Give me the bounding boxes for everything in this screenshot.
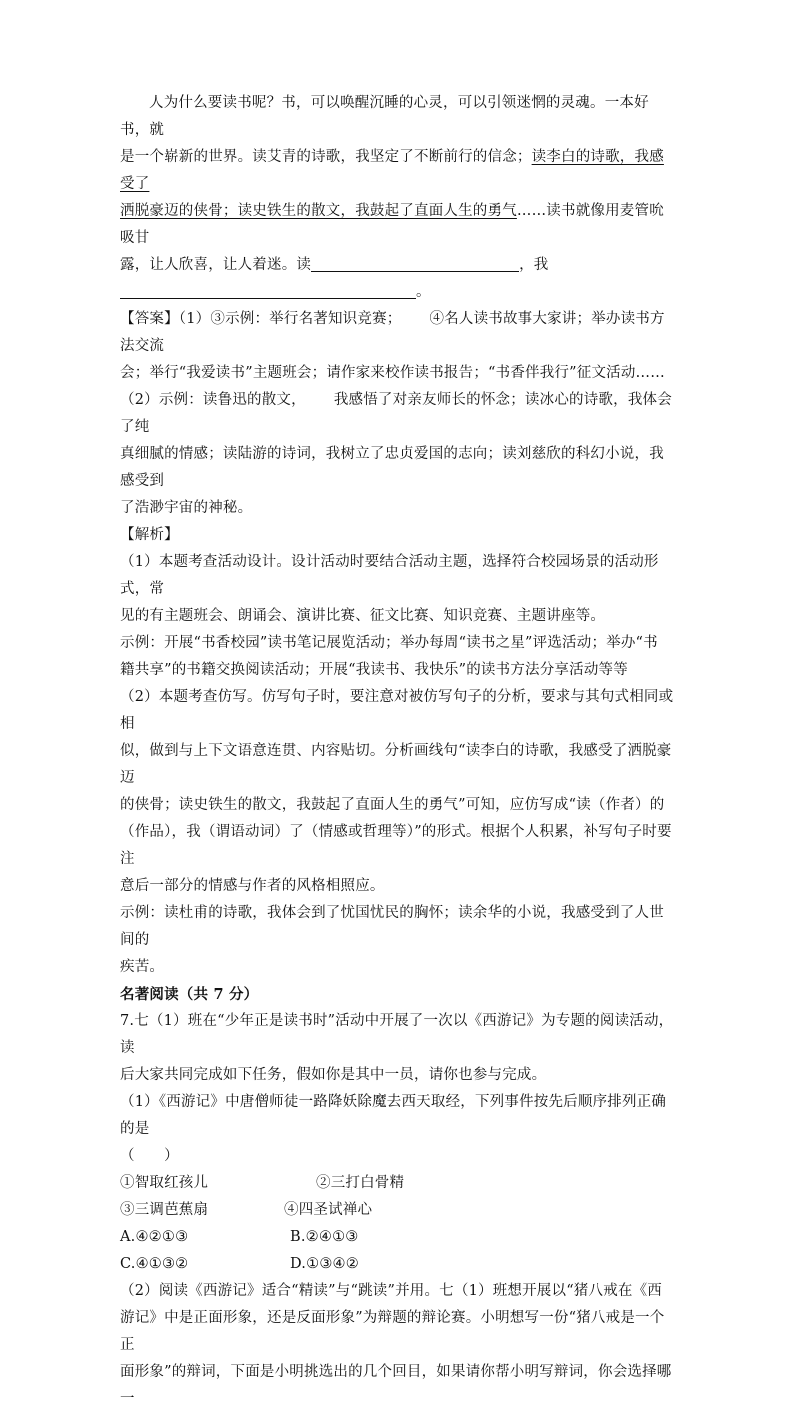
options-row bbox=[120, 1224, 675, 1251]
passage-line bbox=[120, 252, 675, 279]
event-item: ④四圣试禅心 bbox=[284, 1202, 373, 1218]
analysis-line: （2）本题考查仿写。仿写句子时，要注意对被仿写句子的分析，要求与其句式相同或相 bbox=[120, 689, 674, 732]
options-row bbox=[120, 1251, 675, 1278]
passage-line bbox=[120, 279, 675, 306]
analysis-line: （作品），我（谓语动词）了（情感或哲理等）”的形式。根据个人积累，补写句子时要注 bbox=[120, 824, 672, 867]
question-stem: 后大家共同完成如下任务，假如你是其中一员，请你也参与完成。 bbox=[120, 1067, 547, 1083]
analysis-line: （1）本题考查活动设计。设计活动时要结合活动主题，选择符合校园场景的活动形式，常 bbox=[120, 554, 659, 597]
subquestion-2: （2）阅读《西游记》适合“精读”与“跳读”并用。七（1）班想开展以“猪八戒在《西 bbox=[120, 1283, 663, 1299]
passage-line bbox=[120, 198, 675, 252]
analysis-line: 示例：开展“书香校园”读书笔记展览活动；举办每周“读书之星”评选活动；举办“书 bbox=[120, 635, 658, 651]
answer-line bbox=[120, 306, 675, 360]
fill-blank-1[interactable] bbox=[311, 255, 519, 272]
passage-line bbox=[120, 90, 675, 144]
analysis-line: 籍共享”的书籍交换阅读活动；开展“我读书、我快乐”的读书方法分享活动等等 bbox=[120, 662, 628, 678]
answer-line: 真细腻的情感；读陆游的诗词，我树立了忠贞爱国的志向；读刘慈欣的科幻小说，我感受到 bbox=[120, 446, 664, 489]
subquestion-2: 面形象”的辩词，下面是小明挑选出的几个回目，如果请你帮小明写辩词，你会选择哪一 bbox=[120, 1364, 672, 1407]
events-row bbox=[120, 1197, 675, 1224]
event-item: ①智取红孩儿 bbox=[120, 1175, 209, 1191]
answer-line: 会；举行“我爱读书”主题班会；请作家来校作读书报告；“书香伴我行”征文活动…… bbox=[120, 365, 665, 381]
analysis-heading: 【解析】 bbox=[120, 527, 179, 543]
answer-text: ④名人读书故事大家讲；举办读书方法交流 bbox=[120, 311, 665, 354]
option-c[interactable]: C.④①③② bbox=[120, 1256, 189, 1272]
question-stem: 7.七（1）班在“少年正是读书时”活动中开展了一次以《西游记》为专题的阅读活动，读 bbox=[120, 1013, 674, 1056]
passage-text: 人为什么要读书呢？书，可以唤醒沉睡的心灵，可以引领迷惘的灵魂。一本好书，就 bbox=[120, 95, 649, 138]
subquestion-2: 游记》中是正面形象，还是反面形象”为辩题的辩论赛。小明想写一份“猪八戒是一个正 bbox=[120, 1310, 665, 1353]
analysis-line: 示例：读杜甫的诗歌，我体会到了忧国忧民的胸怀；读余华的小说，我感受到了人世间的 bbox=[120, 905, 664, 948]
passage-text: 。 bbox=[416, 284, 431, 300]
section-title: 名著阅读（共 7 分） bbox=[120, 986, 259, 1003]
events-row bbox=[120, 1170, 675, 1197]
answer-text: 【答案】（1）③示例：举行名著知识竞赛； bbox=[120, 311, 402, 327]
passage-line bbox=[120, 144, 675, 198]
fill-blank-2[interactable] bbox=[120, 282, 416, 299]
subquestion-1: （1）《西游记》中唐僧师徒一路降妖除魔去西天取经，下列事件按先后顺序排列正确的是 bbox=[120, 1094, 667, 1137]
document-content bbox=[120, 90, 675, 1413]
answer-line bbox=[120, 387, 675, 441]
analysis-line: 似，做到与上下文语意连贯、内容贴切。分析画线句“读李白的诗歌，我感受了洒脱豪迈 bbox=[120, 743, 672, 786]
option-a[interactable]: A.④②①③ bbox=[120, 1229, 189, 1245]
passage-text: 是一个崭新的世界。读艾青的诗歌，我坚定了不断前行的信念； bbox=[120, 149, 532, 165]
analysis-line: 的侠骨；读史铁生的散文，我鼓起了直面人生的勇气”可知，应仿写成“读（作者）的 bbox=[120, 797, 665, 813]
passage-text: ……读书就像用麦管吮吸甘 bbox=[120, 203, 664, 246]
answer-text: （2）示例：读鲁迅的散文， bbox=[120, 392, 306, 408]
underlined-sentence: 读李白的诗歌，我感受了 bbox=[120, 149, 664, 192]
event-item: ②三打白骨精 bbox=[316, 1175, 405, 1191]
analysis-line: 疾苦。 bbox=[120, 959, 165, 975]
answer-bracket[interactable]: （ ） bbox=[120, 1148, 179, 1164]
option-d[interactable]: D.①③④② bbox=[290, 1256, 359, 1272]
answer-line: 了浩渺宇宙的神秘。 bbox=[120, 500, 253, 516]
event-item: ③三调芭蕉扇 bbox=[120, 1202, 209, 1218]
passage-text: ，我 bbox=[519, 257, 549, 273]
answer-text: 我感悟了对亲友师长的怀念；读冰心的诗歌，我体会了纯 bbox=[120, 392, 672, 435]
underlined-sentence: 洒脱豪迈的侠骨；读史铁生的散文，我鼓起了直面人生的勇气 bbox=[120, 203, 517, 219]
analysis-line: 见的有主题班会、朗诵会、演讲比赛、征文比赛、知识竞赛、主题讲座等。 bbox=[120, 608, 606, 624]
passage-text: 露，让人欣喜，让人着迷。读 bbox=[120, 257, 312, 273]
analysis-line: 意后一部分的情感与作者的风格相照应。 bbox=[120, 878, 385, 894]
option-b[interactable]: B.②④①③ bbox=[290, 1229, 359, 1245]
